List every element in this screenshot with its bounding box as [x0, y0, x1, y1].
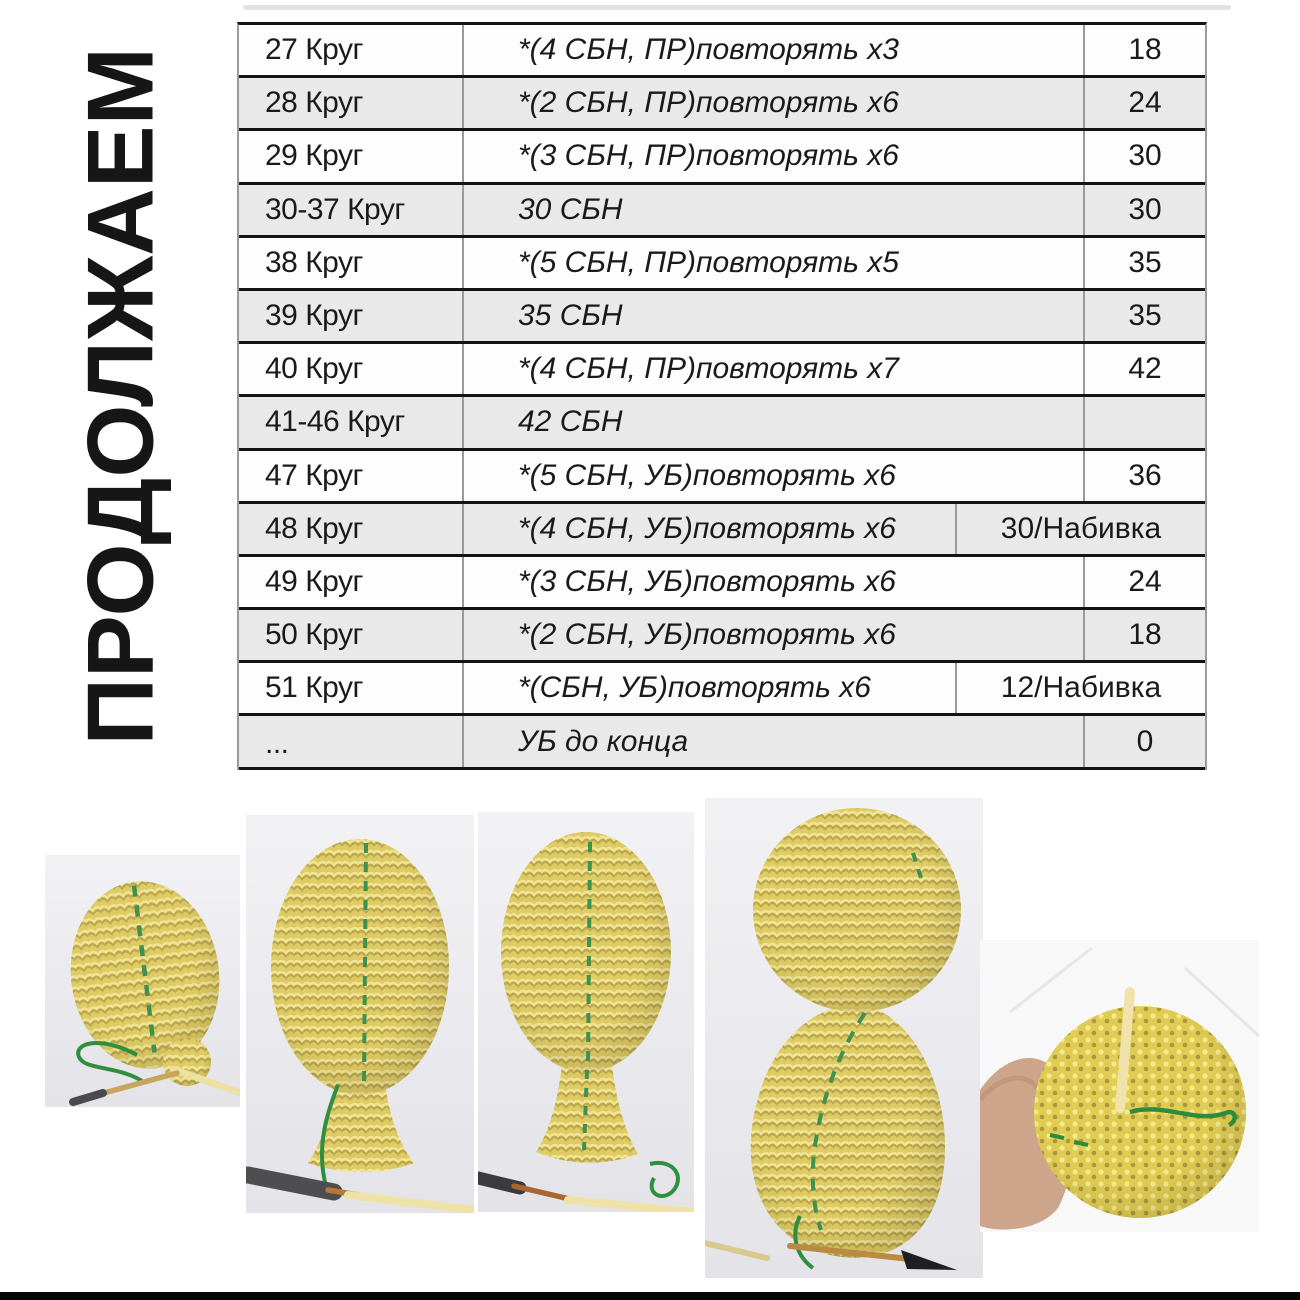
cell-round: 41-46 Круг [265, 405, 405, 439]
cell-instruction: 42 СБН [462, 397, 1083, 447]
cell-round: 48 Круг [265, 511, 363, 545]
table-row [239, 716, 1205, 769]
table-row [239, 185, 1205, 238]
cell-count: 12/Набивка [955, 663, 1205, 713]
table-row [239, 504, 1205, 557]
cell-instruction: *(СБН, УБ)повторять х6 [462, 663, 955, 713]
step-photo-1 [45, 855, 240, 1107]
cell-instruction: *(3 СБН, УБ)повторять х6 [462, 557, 1083, 607]
table-row [239, 397, 1205, 450]
cell-round: 27 Круг [265, 33, 363, 67]
cell-instruction: *(4 СБН, УБ)повторять х6 [462, 504, 955, 554]
cell-round: 28 Круг [265, 86, 363, 120]
cell-count: 36 [1083, 451, 1205, 501]
cell-instruction: *(5 СБН, УБ)повторять х6 [462, 451, 1083, 501]
cell-count: 30 [1083, 131, 1205, 181]
cell-instruction: *(4 СБН, ПР)повторять х3 [462, 25, 1083, 75]
cell-instruction: 35 СБН [462, 291, 1083, 341]
cell-count [1083, 397, 1205, 447]
step-photo-5 [980, 940, 1259, 1232]
cell-round: 49 Круг [265, 564, 363, 598]
cell-count: 35 [1083, 291, 1205, 341]
cell-count: 18 [1083, 610, 1205, 660]
cell-count: 30 [1083, 185, 1205, 235]
table-row [239, 25, 1205, 78]
cell-instruction: *(5 СБН, ПР)повторять х5 [462, 238, 1083, 288]
cell-count: 35 [1083, 238, 1205, 288]
cell-count: 24 [1083, 557, 1205, 607]
page-edge-artifact [243, 5, 1231, 10]
page-title: ПРОДОЛЖАЕМ [67, 47, 173, 746]
table-row [239, 610, 1205, 663]
cell-count: 42 [1083, 344, 1205, 394]
table-row [239, 291, 1205, 344]
cell-round: 38 Круг [265, 245, 363, 279]
cell-count: 24 [1083, 78, 1205, 128]
table-row [239, 663, 1205, 716]
table-row [239, 344, 1205, 397]
table-row [239, 238, 1205, 291]
table-row [239, 557, 1205, 610]
cell-count: 0 [1083, 716, 1205, 766]
cell-round: 50 Круг [265, 618, 363, 652]
step-photo-2 [246, 815, 474, 1213]
step-photo-4 [705, 798, 983, 1278]
pattern-table [237, 22, 1207, 770]
table-row [239, 78, 1205, 131]
cell-instruction: УБ до конца [462, 716, 1083, 766]
cell-instruction: *(3 СБН, ПР)повторять х6 [462, 131, 1083, 181]
table-row [239, 451, 1205, 504]
table-row [239, 131, 1205, 184]
cell-round: 29 Круг [265, 139, 363, 173]
cell-round: 39 Круг [265, 299, 363, 333]
cell-count: 18 [1083, 25, 1205, 75]
cell-round: 51 Круг [265, 671, 363, 705]
cell-instruction: *(2 СБН, ПР)повторять х6 [462, 78, 1083, 128]
cell-instruction: *(2 СБН, УБ)повторять х6 [462, 610, 1083, 660]
bottom-black-bar [0, 1292, 1300, 1300]
cell-round: 40 Круг [265, 352, 363, 386]
cell-round: 30-37 Круг [265, 192, 405, 226]
step-photo-3 [478, 812, 694, 1212]
cell-instruction: *(4 СБН, ПР)повторять х7 [462, 344, 1083, 394]
cell-round: 47 Круг [265, 458, 363, 492]
cell-instruction: 30 СБН [462, 185, 1083, 235]
cell-count: 30/Набивка [955, 504, 1205, 554]
cell-round: ... [265, 726, 289, 760]
